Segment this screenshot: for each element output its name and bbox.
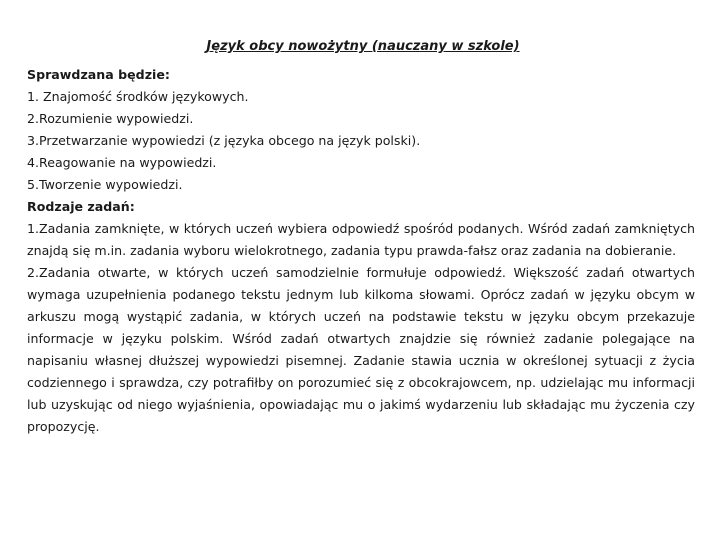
checked-heading: Sprawdzana będzie: [27, 67, 170, 82]
document-title: Język obcy nowożytny (nauczany w szkole) [206, 39, 520, 54]
task-paragraph-closed: 1.Zadania zamknięte, w których uczeń wybiera odpowiedź spośród podanych. Wśród zadań zamkniętych znajdą się m.in. zadania wyboru wielokrotnego, zadania typu prawda-fałsz oraz zadania na dobieranie. [27, 221, 695, 258]
checked-item-5: 5.Tworzenie wypowiedzi. [27, 177, 183, 192]
checked-item-2: 2.Rozumienie wypowiedzi. [27, 111, 194, 126]
checked-item-1: 1. Znajomość środków językowych. [27, 89, 249, 104]
checked-item-4: 4.Reagowanie na wypowiedzi. [27, 155, 217, 170]
document-slide [27, 38, 695, 438]
checked-item-3: 3.Przetwarzanie wypowiedzi (z języka obcego na język polski). [27, 133, 421, 148]
tasks-heading: Rodzaje zadań: [27, 199, 135, 214]
task-paragraph-open: 2.Zadania otwarte, w których uczeń samodzielnie formułuje odpowiedź. Większość zadań otwartych wymaga uzupełnienia podanego tekstu jednym lub kilkoma słowami. Oprócz zadań w języku obcym w arkuszu mogą wystąpić zadania, w których uczeń na podstawie tekstu w języku obcym przekazuje informacje w języku polskim. Wśród zadań otwartych znajdzie się również zadanie polegające na napisaniu własnej dłuższej wypowiedzi pisemnej. Zadanie stawia ucznia w określonej sytuacji z życia codziennego i sprawdza, czy potrafiłby on porozumieć się z obcokrajowcem, np. udzielając mu informacji lub uzyskując od niego wyjaśnienia, opowiadając mu o jakimś wydarzeniu lub składając mu życzenia czy propozycję. [27, 265, 695, 434]
